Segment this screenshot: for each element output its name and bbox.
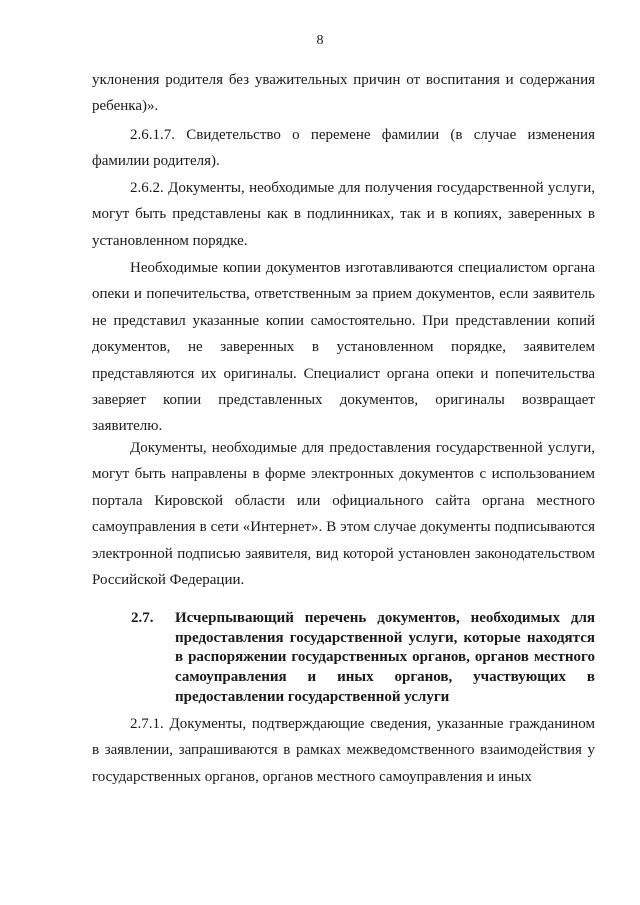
section-number: 2.7. — [131, 610, 154, 626]
paragraph-electronic-documents: Документы, необходимые для предоставления государственной услуги, могут быть направлены в форме электронных документов с использованием портала Кировской области или официального сайта органа местного самоуправления в сети «Интернет». В этом случае документы подписываются электронной подписью заявителя, вид которой установлен законодательством Российской Федерации. — [92, 440, 595, 589]
section-title: Исчерпывающий перечень документов, необходимых для предоставления государственной услуги, которые находятся в распоряжении государственных органов, органов местного самоуправления и иных органов, участвующих в предоставлении государственной услуги — [175, 610, 595, 705]
paragraph-2-6-2: 2.6.2. Документы, необходимые для получения государственной услуги, могут быть представлены как в подлинниках, так и в копиях, заверенных в установленном порядке. — [92, 180, 595, 249]
paragraph-2-7-1: 2.7.1. Документы, подтверждающие сведения, указанные гражданином в заявлении, запрашиваются в рамках межведомственного взаимодействия у государственных органов, органов местного самоуправления и иных — [92, 716, 595, 785]
page-number: 8 — [316, 33, 324, 48]
paragraph-2-6-1-7: 2.6.1.7. Свидетельство о перемене фамилии (в случае изменения фамилии родителя). — [92, 127, 595, 170]
paragraph-copies: Необходимые копии документов изготавливаются специалистом органа опеки и попечительства, ответственным за прием документов, если заявитель не представил указанные копии самостоятельно. При представлении копий документов, не заверенных в установленном порядке, заявителем представляются их оригиналы. Специалист органа опеки и попечительства заверяет копии представленных документов, оригиналы возвращает заявителю. — [92, 260, 595, 435]
paragraph-continuation: уклонения родителя без уважительных причин от воспитания и содержания ребенка)». — [92, 72, 595, 115]
